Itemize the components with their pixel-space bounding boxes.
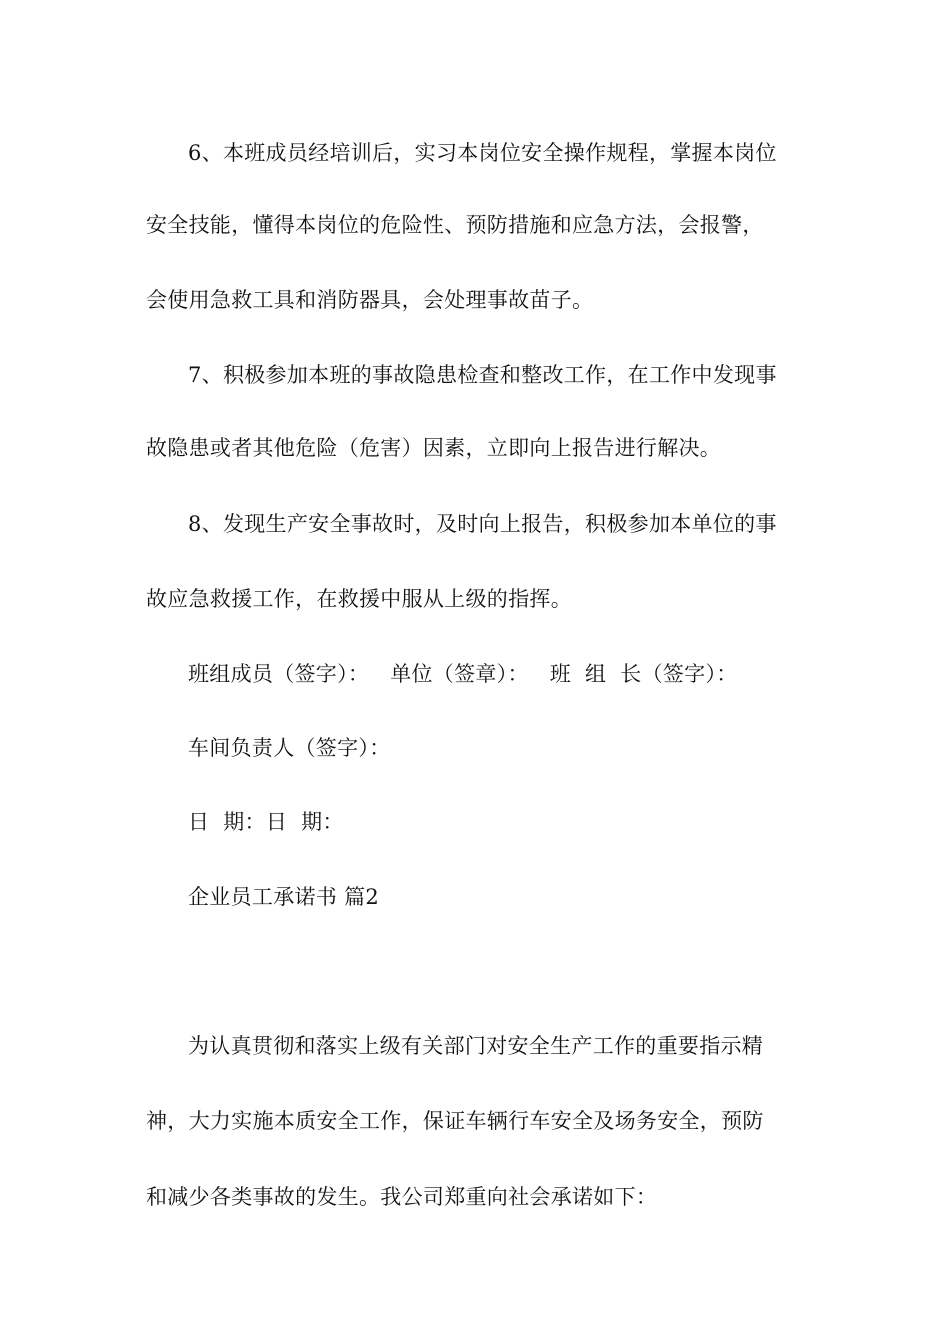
workshop-head-signature-label: 车间负责人（签字）： (188, 736, 391, 760)
paragraph-6-line-1: 6、本班成员经培训后，实习本岗位安全操作规程，掌握本岗位 (188, 141, 777, 165)
unit-seal-label: 单位（签章）： (390, 662, 529, 686)
paragraph-8-line-2: 故应急救援工作，在救援中服从上级的指挥。 (146, 587, 572, 611)
team-leader-signature-label: 班 组 长（签字）： (549, 662, 738, 686)
section2-line-3: 和减少各类事故的发生。我公司郑重向社会承诺如下： (146, 1185, 658, 1209)
paragraph-6-line-2: 安全技能，懂得本岗位的危险性、预防措施和应急方法，会报警， (146, 213, 764, 237)
section2-line-2: 神，大力实施本质安全工作，保证车辆行车安全及场务安全，预防 (146, 1109, 764, 1133)
paragraph-7-line-1: 7、积极参加本班的事故隐患检查和整改工作，在工作中发现事 (188, 363, 777, 387)
section-title: 企业员工承诺书 篇2 (188, 885, 380, 909)
paragraph-6-line-3: 会使用急救工具和消防器具，会处理事故苗子。 (146, 288, 594, 312)
paragraph-8-line-1: 8、发现生产安全事故时，及时向上报告，积极参加本单位的事 (188, 512, 777, 536)
section2-line-1: 为认真贯彻和落实上级有关部门对安全生产工作的重要指示精 (188, 1034, 764, 1058)
member-signature-label: 班组成员（签字）： (188, 662, 370, 686)
date-labels: 日 期：日 期： (188, 810, 344, 834)
signature-row (188, 660, 828, 688)
paragraph-7-line-2: 故隐患或者其他危险（危害）因素，立即向上报告进行解决。 (146, 436, 722, 460)
